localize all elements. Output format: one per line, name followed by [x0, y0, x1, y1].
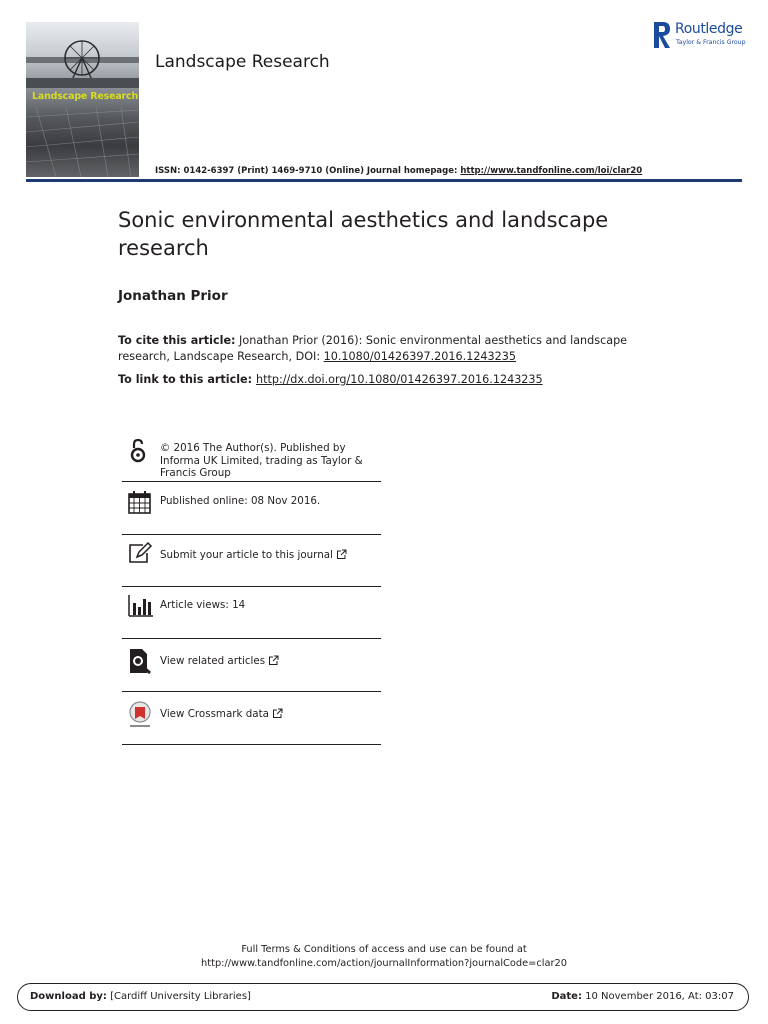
article-url-link[interactable]: http://dx.doi.org/10.1080/01426397.2016.1243235 [256, 373, 543, 386]
download-info-bar [17, 983, 749, 1011]
submit-article-label: Submit your article to this journal [160, 549, 333, 561]
info-row-submit[interactable] [122, 535, 381, 587]
edit-icon [126, 540, 154, 568]
related-articles-label: View related articles [160, 655, 266, 667]
publisher-name: Routledge [675, 21, 743, 37]
cover-title: Landscape Research [32, 91, 139, 102]
published-date: Published online: 08 Nov 2016. [160, 495, 321, 507]
link-label: To link to this article: [118, 373, 256, 386]
cite-label: To cite this article: [118, 334, 236, 347]
submit-article-link[interactable] [160, 549, 382, 562]
article-title: Sonic environmental aesthetics and landscape research [118, 208, 609, 260]
info-row-views [122, 587, 381, 639]
open-access-icon [126, 436, 154, 464]
publisher-subtitle: Taylor & Francis Group [676, 39, 746, 46]
license-text: © 2016 The Author(s). Published by Informa UK Limited, trading as Taylor & Francis Group [160, 442, 363, 479]
issn-text: ISSN: 0142-6397 (Print) 1469-9710 (Online) Journal homepage: [155, 166, 461, 176]
doi-link[interactable]: 10.1080/01426397.2016.1243235 [323, 349, 517, 363]
crossmark-icon [126, 700, 154, 728]
citation [118, 333, 658, 364]
info-row-published [122, 482, 381, 535]
bar-chart-icon [126, 592, 154, 620]
cite-text: Jonathan Prior (2016): Sonic environmental aesthetics and landscape research, Landscape Research, DOI: [118, 334, 628, 363]
article-link [118, 373, 543, 386]
crossmark-label: View Crossmark data [160, 708, 269, 720]
terms-url-link[interactable]: http://www.tandfonline.com/action/journalInformation?journalCode=clar20 [201, 957, 567, 969]
download-label: Download by: [30, 991, 107, 1002]
terms-line-1: Full Terms & Conditions of access and use can be found at [241, 944, 527, 955]
info-row-crossmark[interactable] [122, 692, 381, 745]
download-value: [Cardiff University Libraries] [106, 991, 251, 1002]
terms-notice [0, 943, 768, 970]
external-link-icon [272, 708, 283, 719]
journal-cover-image [26, 22, 139, 177]
external-link-icon [268, 655, 279, 666]
article-author: Jonathan Prior [118, 288, 228, 304]
external-link-icon [336, 549, 347, 560]
issn-line [155, 166, 642, 176]
search-document-icon [126, 647, 154, 675]
header-rule [26, 179, 742, 182]
related-articles-link[interactable] [160, 655, 382, 668]
download-by [30, 991, 251, 1002]
download-date [551, 991, 734, 1002]
publisher-logo [652, 20, 752, 52]
routledge-r-icon [652, 20, 672, 50]
crossmark-link[interactable] [160, 708, 382, 721]
calendar-icon [126, 489, 154, 517]
journal-title: Landscape Research [155, 52, 330, 72]
date-label: Date: [551, 991, 582, 1002]
article-views: Article views: 14 [160, 599, 246, 611]
journal-homepage-link[interactable]: http://www.tandfonline.com/loi/clar20 [460, 166, 643, 176]
info-row-open-access [122, 433, 381, 482]
info-row-related[interactable] [122, 639, 381, 692]
date-value: 10 November 2016, At: 03:07 [581, 991, 734, 1002]
